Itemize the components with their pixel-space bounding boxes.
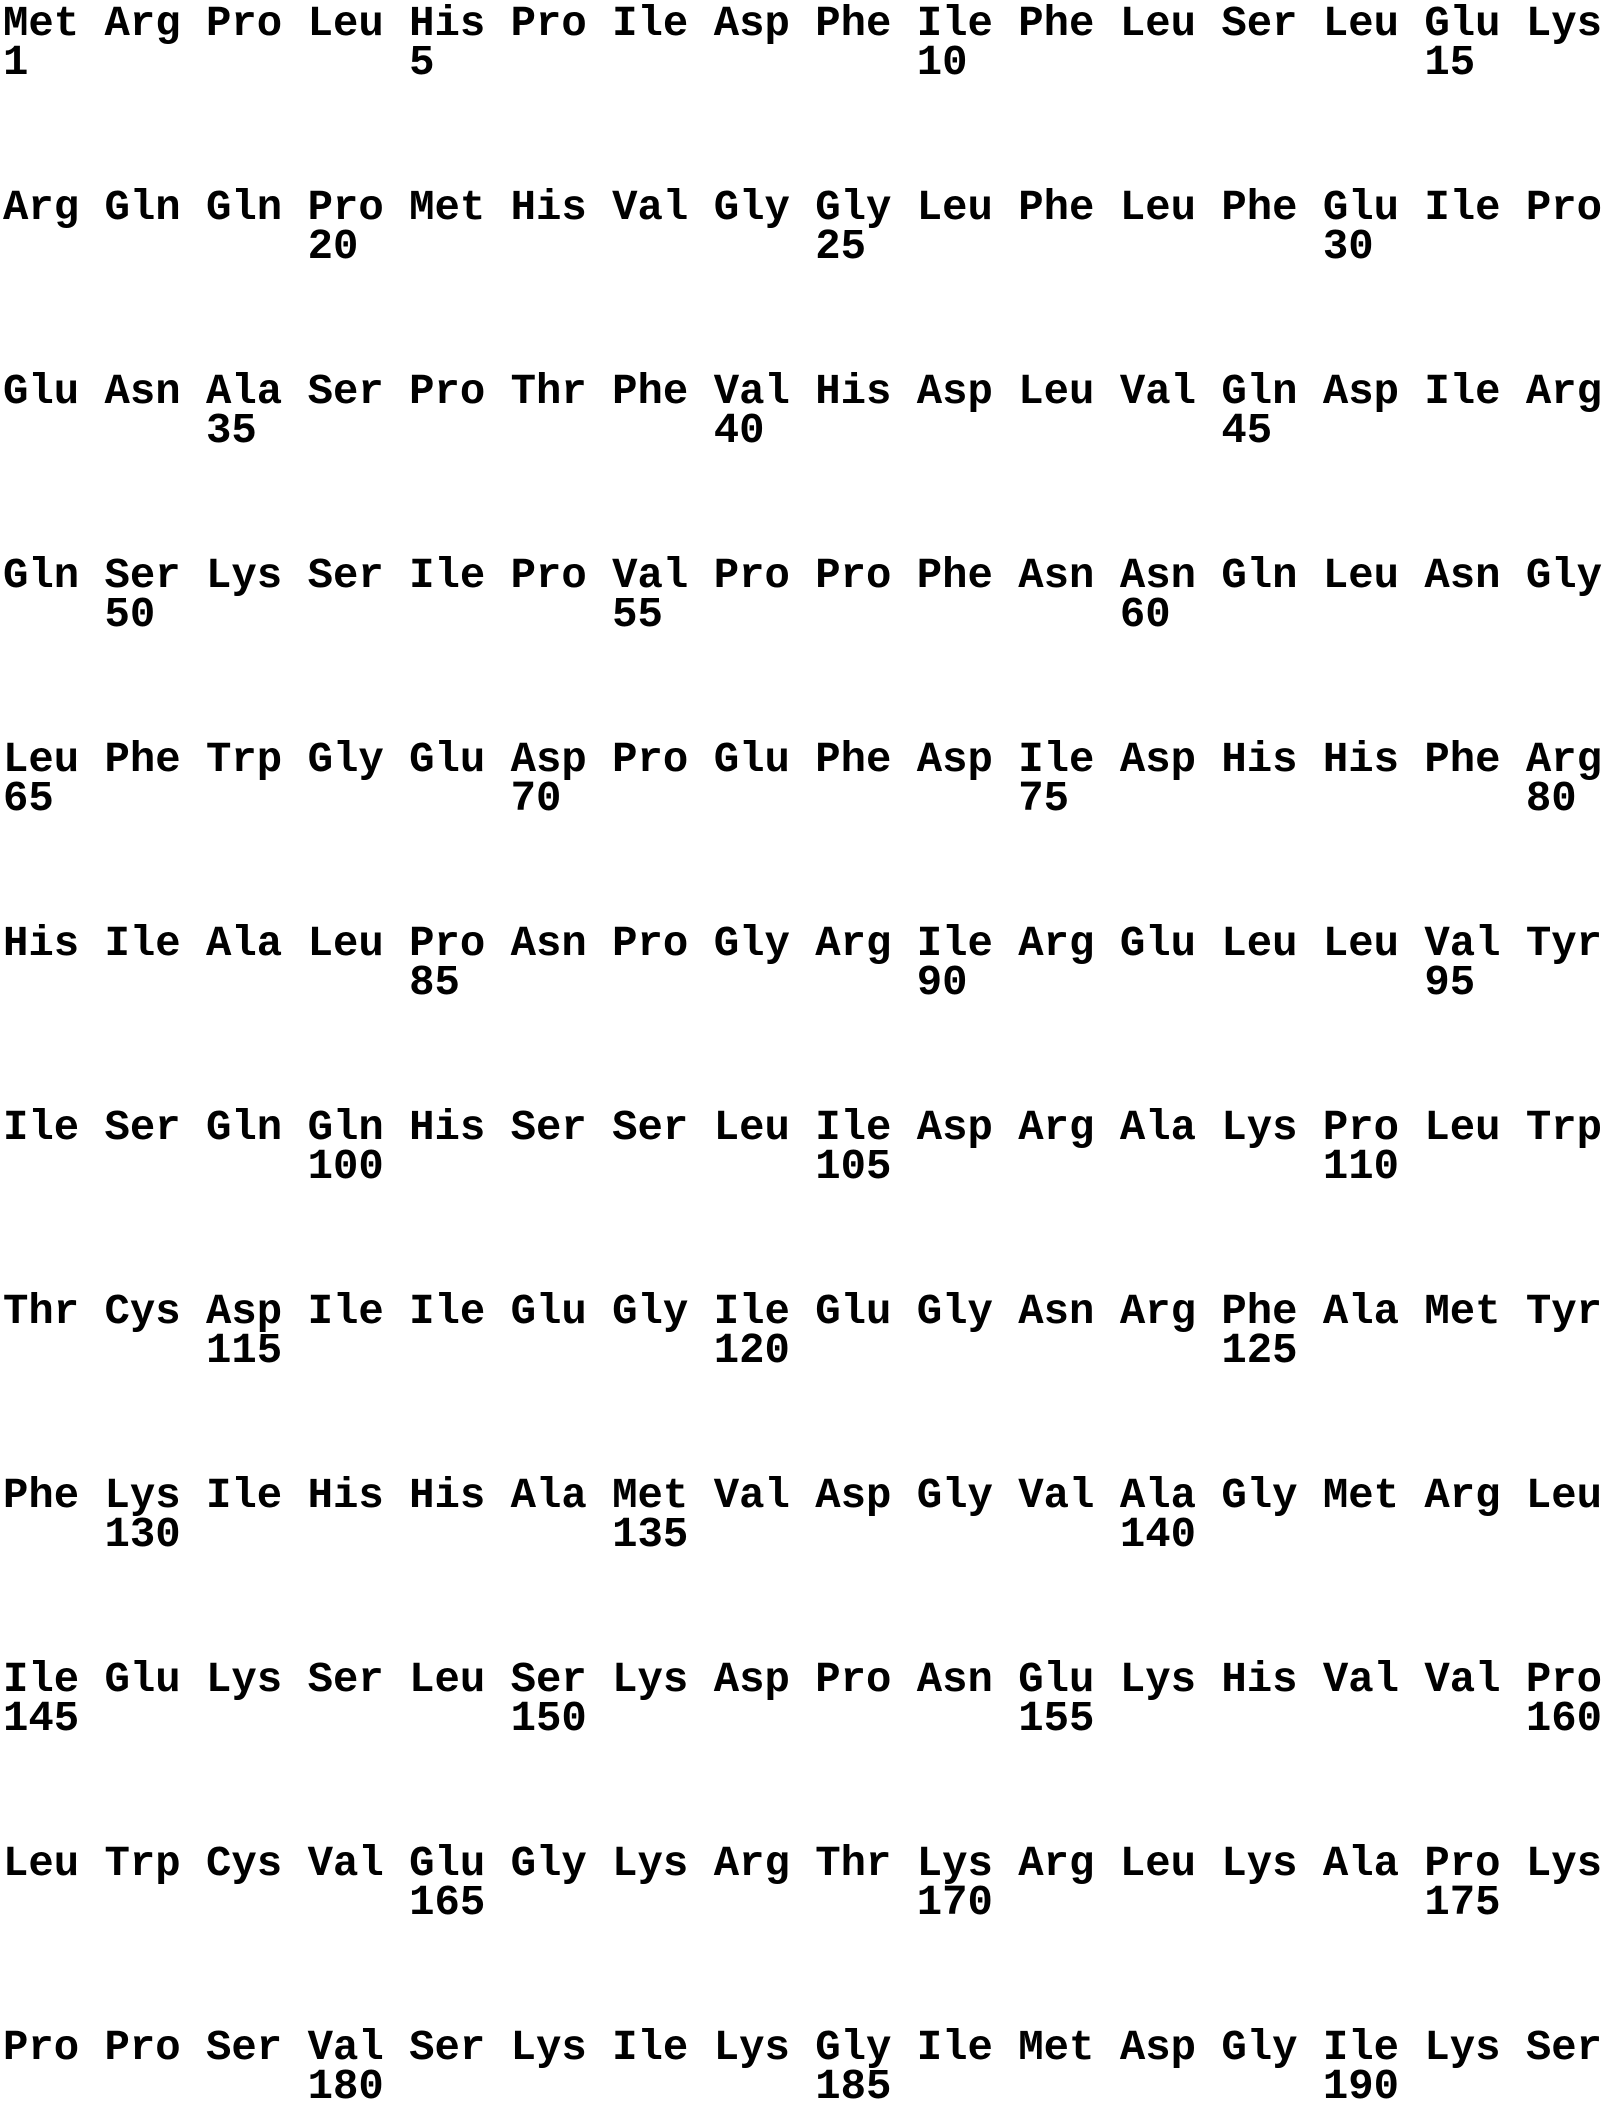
residue: His xyxy=(3,920,80,968)
residue: Phe xyxy=(1018,0,1095,48)
position-number: 20 xyxy=(307,223,359,271)
position-number: 15 xyxy=(1424,39,1476,87)
sequence-row xyxy=(3,1840,1606,1927)
residue: Asp xyxy=(916,1104,993,1152)
sequence-row xyxy=(3,736,1606,823)
residue: Ile xyxy=(307,1288,384,1336)
residue: Asp xyxy=(1322,368,1400,416)
position-number: 75 xyxy=(1018,775,1070,823)
residue: Ile xyxy=(612,2024,689,2072)
residue: Asn xyxy=(1119,552,1196,600)
residue: Glu xyxy=(104,1656,181,1704)
residue: Ile xyxy=(916,2024,993,2072)
position-number: 90 xyxy=(916,959,968,1007)
residue: Arg xyxy=(1018,920,1095,968)
position-number: 150 xyxy=(510,1695,587,1743)
residue: Tyr xyxy=(1525,1288,1603,1336)
residue: Ser xyxy=(510,1104,587,1152)
residue: Pro xyxy=(510,552,587,600)
sequence-row xyxy=(3,1288,1606,1375)
residue: His xyxy=(409,0,486,48)
residue: Ile xyxy=(409,552,486,600)
position-number: 25 xyxy=(815,223,866,271)
residue: Gly xyxy=(916,1472,993,1520)
residue: Lys xyxy=(104,1472,181,1520)
sequence-row xyxy=(3,368,1606,455)
position-number: 135 xyxy=(612,1511,689,1559)
residue: Asp xyxy=(510,736,587,784)
residue: Lys xyxy=(612,1840,689,1888)
residue: Gly xyxy=(1221,2024,1298,2072)
residue: Val xyxy=(1424,1656,1501,1704)
residue: Glu xyxy=(1424,0,1501,48)
residue: Lys xyxy=(1119,1656,1196,1704)
residue: Leu xyxy=(1119,1840,1196,1888)
position-number-line xyxy=(3,959,1606,1007)
residue: Ala xyxy=(510,1472,587,1520)
residue: Ser xyxy=(1525,2024,1603,2072)
residue: Ile xyxy=(1018,736,1095,784)
position-number: 170 xyxy=(916,1879,993,1927)
residue: Asp xyxy=(713,1656,790,1704)
residue: Leu xyxy=(1322,552,1400,600)
residue: Ala xyxy=(1119,1472,1196,1520)
residue: Asp xyxy=(916,736,993,784)
residue: Arg xyxy=(1018,1104,1095,1152)
residue: Pro xyxy=(713,552,790,600)
residue: Asp xyxy=(206,1288,283,1336)
residue: Cys xyxy=(206,1840,283,1888)
position-number: 65 xyxy=(3,775,54,823)
position-number: 95 xyxy=(1424,959,1476,1007)
residue: His xyxy=(1221,1656,1298,1704)
residue: Phe xyxy=(612,368,689,416)
residue: Met xyxy=(1322,1472,1400,1520)
residue: Glu xyxy=(510,1288,587,1336)
residue: Pro xyxy=(510,0,587,48)
residue: Glu xyxy=(1322,184,1400,232)
residue: Glu xyxy=(3,368,80,416)
residue: Gly xyxy=(815,2024,892,2072)
position-number-line xyxy=(3,407,1606,455)
residue: Val xyxy=(612,184,689,232)
residue: Asn xyxy=(104,368,181,416)
residue: Gly xyxy=(916,1288,993,1336)
position-number: 5 xyxy=(409,39,435,87)
residue: His xyxy=(1322,736,1400,784)
residue: Arg xyxy=(713,1840,790,1888)
residue: Pro xyxy=(1525,184,1603,232)
residue: Pro xyxy=(815,552,892,600)
residue: Gly xyxy=(815,184,892,232)
residue: Phe xyxy=(916,552,993,600)
position-number: 165 xyxy=(409,1879,486,1927)
position-number: 85 xyxy=(409,959,460,1007)
residue: Lys xyxy=(206,552,283,600)
residue: Gly xyxy=(510,1840,587,1888)
position-number: 145 xyxy=(3,1695,80,1743)
residue: Ile xyxy=(104,920,181,968)
position-number: 185 xyxy=(815,2063,892,2111)
residue: Pro xyxy=(612,736,689,784)
residue-line xyxy=(3,920,1606,968)
residue: Asn xyxy=(1018,1288,1095,1336)
residue-line xyxy=(3,1840,1606,1888)
residue: Trp xyxy=(104,1840,181,1888)
residue: Gly xyxy=(1525,552,1603,600)
residue: Arg xyxy=(1424,1472,1501,1520)
residue: Ile xyxy=(713,1288,790,1336)
residue: Leu xyxy=(916,184,993,232)
residue-line xyxy=(3,1472,1606,1520)
residue: Glu xyxy=(815,1288,892,1336)
position-number: 60 xyxy=(1119,591,1171,639)
position-number: 1 xyxy=(3,39,29,87)
residue: Met xyxy=(3,0,80,48)
residue: Met xyxy=(612,1472,689,1520)
position-number: 140 xyxy=(1119,1511,1196,1559)
position-number: 80 xyxy=(1525,775,1577,823)
residue: Leu xyxy=(1525,1472,1603,1520)
sequence-row xyxy=(3,920,1606,1007)
residue: Leu xyxy=(1221,920,1298,968)
residue: Val xyxy=(612,552,689,600)
residue: Pro xyxy=(612,920,689,968)
position-number-line xyxy=(3,1695,1606,1743)
residue: Ser xyxy=(307,368,384,416)
residue: Lys xyxy=(713,2024,790,2072)
sequence-row xyxy=(3,2024,1606,2111)
position-number: 155 xyxy=(1018,1695,1095,1743)
sequence-row xyxy=(3,552,1606,639)
residue: Asp xyxy=(916,368,993,416)
position-number-line xyxy=(3,591,1606,639)
residue: Glu xyxy=(1018,1656,1095,1704)
position-number: 105 xyxy=(815,1143,892,1191)
residue: Val xyxy=(1322,1656,1400,1704)
residue: Val xyxy=(307,1840,384,1888)
residue: Ile xyxy=(612,0,689,48)
residue: Asn xyxy=(916,1656,993,1704)
residue: Pro xyxy=(409,368,486,416)
residue: Asp xyxy=(1119,2024,1196,2072)
residue: Val xyxy=(1119,368,1196,416)
residue: Ala xyxy=(1322,1288,1400,1336)
residue: His xyxy=(815,368,892,416)
residue: Val xyxy=(713,368,790,416)
position-number-line xyxy=(3,775,1606,823)
residue: Ser xyxy=(104,1104,181,1152)
residue: Ile xyxy=(3,1104,80,1152)
residue: Arg xyxy=(1525,368,1603,416)
position-number-line xyxy=(3,2063,1606,2111)
residue: Pro xyxy=(815,1656,892,1704)
position-number-line xyxy=(3,1879,1606,1927)
position-number: 40 xyxy=(713,407,765,455)
position-number: 125 xyxy=(1221,1327,1298,1375)
residue: Arg xyxy=(1018,1840,1095,1888)
residue: Val xyxy=(1018,1472,1095,1520)
sequence-rows xyxy=(3,0,1606,2111)
residue: Asn xyxy=(1424,552,1501,600)
position-number: 55 xyxy=(612,591,663,639)
residue: Phe xyxy=(1221,1288,1298,1336)
residue: Arg xyxy=(104,0,181,48)
position-number: 110 xyxy=(1322,1143,1400,1191)
residue: Pro xyxy=(1424,1840,1501,1888)
residue: Arg xyxy=(815,920,892,968)
residue: Phe xyxy=(3,1472,80,1520)
residue: Ser xyxy=(104,552,181,600)
residue: Ser xyxy=(307,552,384,600)
residue: Glu xyxy=(1119,920,1196,968)
residue: Gln xyxy=(1221,552,1298,600)
position-number: 30 xyxy=(1322,223,1374,271)
position-number: 70 xyxy=(510,775,562,823)
residue: Leu xyxy=(1018,368,1095,416)
sequence-row xyxy=(3,1656,1606,1743)
position-number: 10 xyxy=(916,39,968,87)
residue: Thr xyxy=(3,1288,80,1336)
residue: Ile xyxy=(1424,368,1501,416)
residue: Leu xyxy=(307,0,384,48)
residue: Phe xyxy=(815,736,892,784)
residue-line xyxy=(3,1656,1606,1704)
position-number: 100 xyxy=(307,1143,384,1191)
residue: Leu xyxy=(1322,0,1400,48)
residue: Thr xyxy=(510,368,587,416)
position-number: 160 xyxy=(1525,1695,1603,1743)
residue: Lys xyxy=(1525,0,1603,48)
residue: Tyr xyxy=(1525,920,1603,968)
residue: Met xyxy=(1424,1288,1501,1336)
residue: Met xyxy=(1018,2024,1095,2072)
sequence-row xyxy=(3,1104,1606,1191)
residue: Phe xyxy=(104,736,181,784)
position-number: 190 xyxy=(1322,2063,1400,2111)
residue: Phe xyxy=(1018,184,1095,232)
residue: Gly xyxy=(713,920,790,968)
residue: Gly xyxy=(713,184,790,232)
residue: Ser xyxy=(1221,0,1298,48)
residue: Lys xyxy=(1221,1840,1298,1888)
residue: Val xyxy=(713,1472,790,1520)
residue: Ala xyxy=(206,920,283,968)
residue: Val xyxy=(1424,920,1501,968)
residue: Phe xyxy=(1221,184,1298,232)
residue: Pro xyxy=(307,184,384,232)
residue: Pro xyxy=(409,920,486,968)
residue: Arg xyxy=(3,184,80,232)
residue: Gln xyxy=(206,1104,283,1152)
residue: His xyxy=(409,1472,486,1520)
residue: Ile xyxy=(1322,2024,1400,2072)
residue-line xyxy=(3,552,1606,600)
residue: Gln xyxy=(104,184,181,232)
residue: Ile xyxy=(916,0,993,48)
residue: Val xyxy=(307,2024,384,2072)
residue: His xyxy=(510,184,587,232)
residue: Pro xyxy=(104,2024,181,2072)
residue: Lys xyxy=(612,1656,689,1704)
residue: His xyxy=(409,1104,486,1152)
residue: Asp xyxy=(1119,736,1196,784)
residue: Lys xyxy=(1424,2024,1501,2072)
residue: Ile xyxy=(206,1472,283,1520)
position-number: 180 xyxy=(307,2063,384,2111)
residue: Leu xyxy=(1424,1104,1501,1152)
residue: Ala xyxy=(1322,1840,1400,1888)
residue: Thr xyxy=(815,1840,892,1888)
residue: Leu xyxy=(1322,920,1400,968)
residue: Ser xyxy=(206,2024,283,2072)
residue: Gln xyxy=(206,184,283,232)
residue: Leu xyxy=(409,1656,486,1704)
position-number: 130 xyxy=(104,1511,181,1559)
residue: Pro xyxy=(1322,1104,1400,1152)
position-number: 35 xyxy=(206,407,257,455)
residue: Ser xyxy=(612,1104,689,1152)
residue: Lys xyxy=(206,1656,283,1704)
residue: Arg xyxy=(1525,736,1603,784)
residue: Glu xyxy=(713,736,790,784)
residue: Trp xyxy=(206,736,283,784)
residue: Asp xyxy=(815,1472,892,1520)
position-number: 115 xyxy=(206,1327,283,1375)
residue: Ala xyxy=(1119,1104,1196,1152)
position-number-line xyxy=(3,1327,1606,1375)
position-number-line xyxy=(3,223,1606,271)
residue: Met xyxy=(409,184,486,232)
residue: Ser xyxy=(307,1656,384,1704)
sequence-row xyxy=(3,0,1606,87)
residue: Lys xyxy=(510,2024,587,2072)
residue: Ser xyxy=(409,2024,486,2072)
residue: Pro xyxy=(206,0,283,48)
sequence-row xyxy=(3,184,1606,271)
position-number: 120 xyxy=(713,1327,790,1375)
residue: Leu xyxy=(1119,0,1196,48)
residue: Lys xyxy=(916,1840,993,1888)
position-number-line xyxy=(3,39,1606,87)
position-number: 45 xyxy=(1221,407,1273,455)
residue: Pro xyxy=(3,2024,80,2072)
residue: Glu xyxy=(409,736,486,784)
residue: Glu xyxy=(409,1840,486,1888)
residue: Gly xyxy=(612,1288,689,1336)
residue: Asp xyxy=(713,0,790,48)
residue: Gln xyxy=(3,552,80,600)
residue: Ala xyxy=(206,368,283,416)
residue: Leu xyxy=(1119,184,1196,232)
residue: Lys xyxy=(1221,1104,1298,1152)
residue: Ile xyxy=(409,1288,486,1336)
residue: Asn xyxy=(1018,552,1095,600)
residue: Lys xyxy=(1525,1840,1603,1888)
residue: Leu xyxy=(713,1104,790,1152)
residue: Gly xyxy=(1221,1472,1298,1520)
residue: Pro xyxy=(1525,1656,1603,1704)
residue: Ile xyxy=(916,920,993,968)
position-number-line xyxy=(3,1143,1606,1191)
residue: His xyxy=(1221,736,1298,784)
residue: Ile xyxy=(815,1104,892,1152)
residue-line xyxy=(3,736,1606,784)
residue: Trp xyxy=(1525,1104,1603,1152)
residue: Asn xyxy=(510,920,587,968)
residue: Ile xyxy=(3,1656,80,1704)
residue: His xyxy=(307,1472,384,1520)
residue: Phe xyxy=(815,0,892,48)
residue: Arg xyxy=(1119,1288,1196,1336)
position-number: 50 xyxy=(104,591,156,639)
residue: Gln xyxy=(1221,368,1298,416)
residue: Leu xyxy=(3,736,80,784)
sequence-row xyxy=(3,1472,1606,1559)
residue: Gln xyxy=(307,1104,384,1152)
residue: Ser xyxy=(510,1656,587,1704)
residue: Gly xyxy=(307,736,384,784)
residue: Leu xyxy=(3,1840,80,1888)
position-number-line xyxy=(3,1511,1606,1559)
residue: Cys xyxy=(104,1288,181,1336)
residue: Leu xyxy=(307,920,384,968)
position-number: 175 xyxy=(1424,1879,1501,1927)
residue: Phe xyxy=(1424,736,1501,784)
residue: Ile xyxy=(1424,184,1501,232)
residue-line xyxy=(3,0,1606,48)
